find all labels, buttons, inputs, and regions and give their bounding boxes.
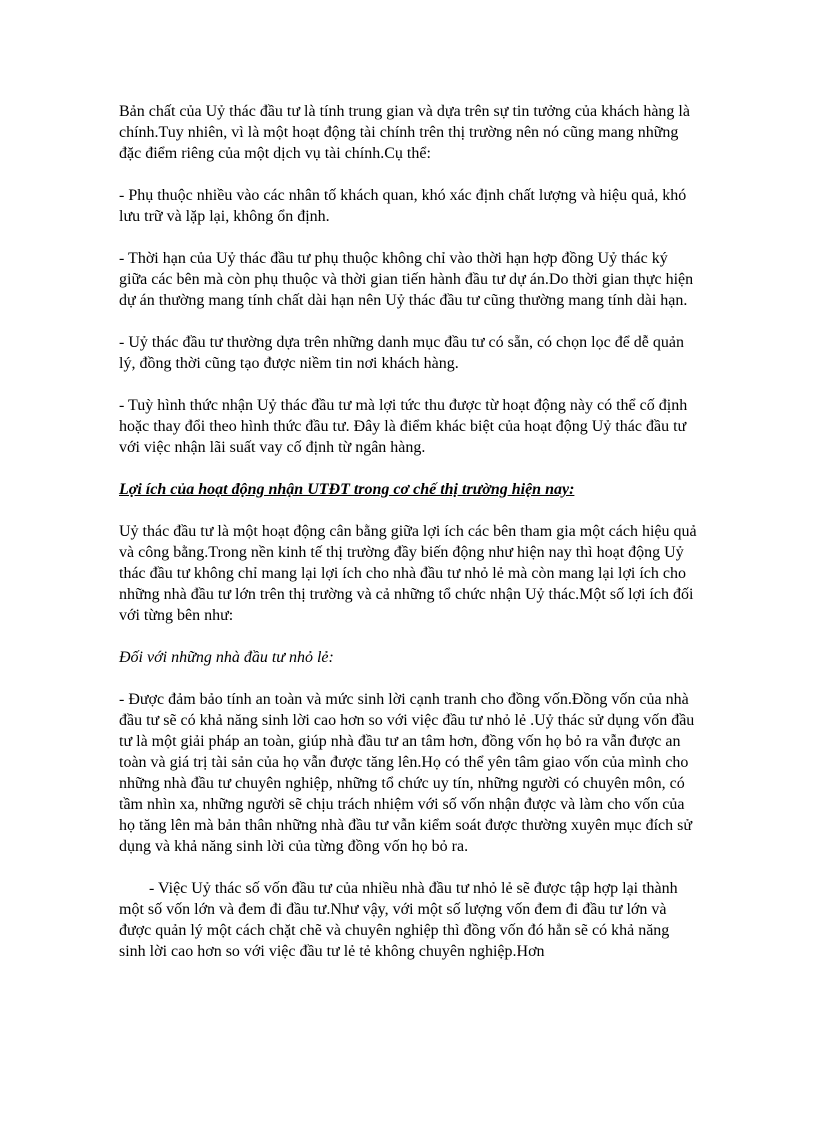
paragraph-small-investor-1: - Được đảm bảo tính an toàn và mức sinh lời cạnh tranh cho đồng vốn.Đồng vốn của nhà đầu tư sẽ có khả năng sinh lời cao hơn so với việc đầu tư nhỏ lẻ .Uỷ thác sử dụng vốn đầu tư là một giải pháp an toàn, giúp nhà đầu tư an tâm hơn, đồng vốn họ bỏ ra vẫn được an toàn và giá trị tài sản của họ vẫn được tăng lên.Họ có thể yên tâm giao vốn của mình cho những nhà đầu tư chuyên nghiệp, những tổ chức uy tín, những người có chuyên môn, có tầm nhìn xa, những người sẽ chịu trách nhiệm với số vốn nhận được và làm cho vốn của họ tăng lên mà bản thân những nhà đầu tư vẫn kiểm soát được thường xuyên mục đích sử dụng và khả năng sinh lời của từng đồng vốn họ bỏ ra. bbox=[119, 691, 695, 855]
paragraph-benefits-intro: Uỷ thác đầu tư là một hoạt động cân bằng giữa lợi ích các bên tham gia một cách hiệu quả và công bằng.Trong nền kinh tế thị trường đầy biến động như hiện nay thì hoạt động Uỷ thác đầu tư không chỉ mang lại lợi ích cho nhà đầu tư nhỏ lẻ mà còn mang lại lợi ích cho những nhà đầu tư lớn trên thị trường và cả những tổ chức nhận Uỷ thác.Một số lợi ích đối với từng bên như: bbox=[119, 523, 697, 624]
paragraph-point-1: - Phụ thuộc nhiều vào các nhân tố khách quan, khó xác định chất lượng và hiệu quả, khó lưu trữ và lặp lại, không ổn định. bbox=[119, 187, 687, 225]
paragraph-point-2: - Thời hạn của Uỷ thác đầu tư phụ thuộc không chỉ vào thời hạn hợp đồng Uỷ thác ký giữa các bên mà còn phụ thuộc và thời gian tiến hành đầu tư dự án.Do thời gian thực hiện dự án thường mang tính chất dài hạn nên Uỷ thác đầu tư cũng thường mang tính dài hạn. bbox=[119, 250, 694, 309]
section-subheading: Đối với những nhà đầu tư nhỏ lẻ: bbox=[119, 649, 334, 666]
paragraph-point-3: - Uỷ thác đầu tư thường dựa trên những danh mục đầu tư có sẵn, có chọn lọc để dễ quản lý, đồng thời cũng tạo được niềm tin nơi khách hàng. bbox=[119, 334, 684, 372]
paragraph-point-4: - Tuỳ hình thức nhận Uỷ thác đầu tư mà lợi tức thu được từ hoạt động này có thể cố định hoặc thay đổi theo hình thức đầu tư. Đây là điểm khác biệt của hoạt động Uỷ thác đầu tư với việc nhận lãi suất vay cố định từ ngân hàng. bbox=[119, 397, 688, 456]
paragraph-small-investor-2: - Việc Uỷ thác số vốn đầu tư của nhiều nhà đầu tư nhỏ lẻ sẽ được tập hợp lại thành một số vốn lớn và đem đi đầu tư.Như vậy, với một số lượng vốn đem đi đầu tư lớn và được quản lý một cách chặt chẽ và chuyên nghiệp thì đồng vốn đó hẳn sẽ có khả năng sinh lời cao hơn so với việc đầu tư lẻ tẻ không chuyên nghiệp.Hơn bbox=[119, 880, 678, 960]
section-heading: Lợi ích của hoạt động nhận UTĐT trong cơ chế thị trường hiện nay: bbox=[119, 481, 575, 498]
paragraph-nature: Bản chất của Uỷ thác đầu tư là tính trung gian và dựa trên sự tin tưởng của khách hàng là chính.Tuy nhiên, vì là một hoạt động tài chính trên thị trường nên nó cũng mang những đặc điểm riêng của một dịch vụ tài chính.Cụ thể: bbox=[119, 103, 690, 162]
document-page bbox=[119, 101, 699, 962]
